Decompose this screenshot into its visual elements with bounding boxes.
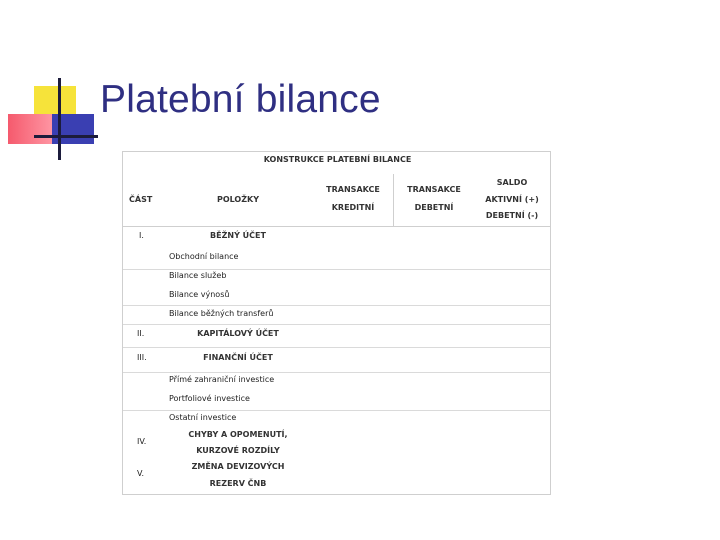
balance-of-payments-table [122,151,551,495]
header-kredit-2: KREDITNÍ [331,203,375,212]
row-section-label: FINANČNÍ ÚČET [203,353,273,362]
row-section-label-line-2: REZERV ČNB [209,479,267,488]
header-debet-2: DEBETNÍ [414,203,454,212]
row-part-number: V. [137,469,144,478]
row-part-number: II. [137,329,145,338]
row-part-number: I. [139,231,144,240]
row-item: Přímé zahraniční investice [169,375,275,384]
row-item: Bilance služeb [169,271,227,280]
row-item: Bilance běžných transferů [169,309,274,318]
row-item: Bilance výnosů [169,290,230,299]
header-debet-1: TRANSAKCE [407,185,461,194]
page-title: Platební bilance [100,78,381,121]
row-item: Portfoliové investice [169,394,250,403]
row-section-label: KAPITÁLOVÝ ÚČET [197,329,279,338]
row-section-label-line-1: ZMĚNA DEVIZOVÝCH [191,462,285,471]
row-section-label: BĚŽNÝ ÚČET [210,231,266,240]
header-cast: ČÁST [129,195,153,204]
row-section-label-line-2: KURZOVÉ ROZDÍLY [196,446,280,455]
header-saldo-2: AKTIVNÍ (+) [485,195,539,204]
row-part-number: IV. [137,437,147,446]
header-polozky: POLOŽKY [216,195,260,204]
row-item: Ostatní investice [169,413,237,422]
header-saldo-1: SALDO [496,178,528,187]
row-part-number: III. [137,353,147,362]
row-section-label-line-1: CHYBY A OPOMENUTÍ, [188,430,288,439]
slide-logo-decoration [8,78,98,162]
header-kredit-1: TRANSAKCE [326,185,380,194]
table-caption: KONSTRUKCE PLATEBNÍ BILANCE [263,155,412,164]
row-item: Obchodní bilance [169,252,239,261]
header-saldo-3: DEBETNÍ (-) [485,211,539,220]
